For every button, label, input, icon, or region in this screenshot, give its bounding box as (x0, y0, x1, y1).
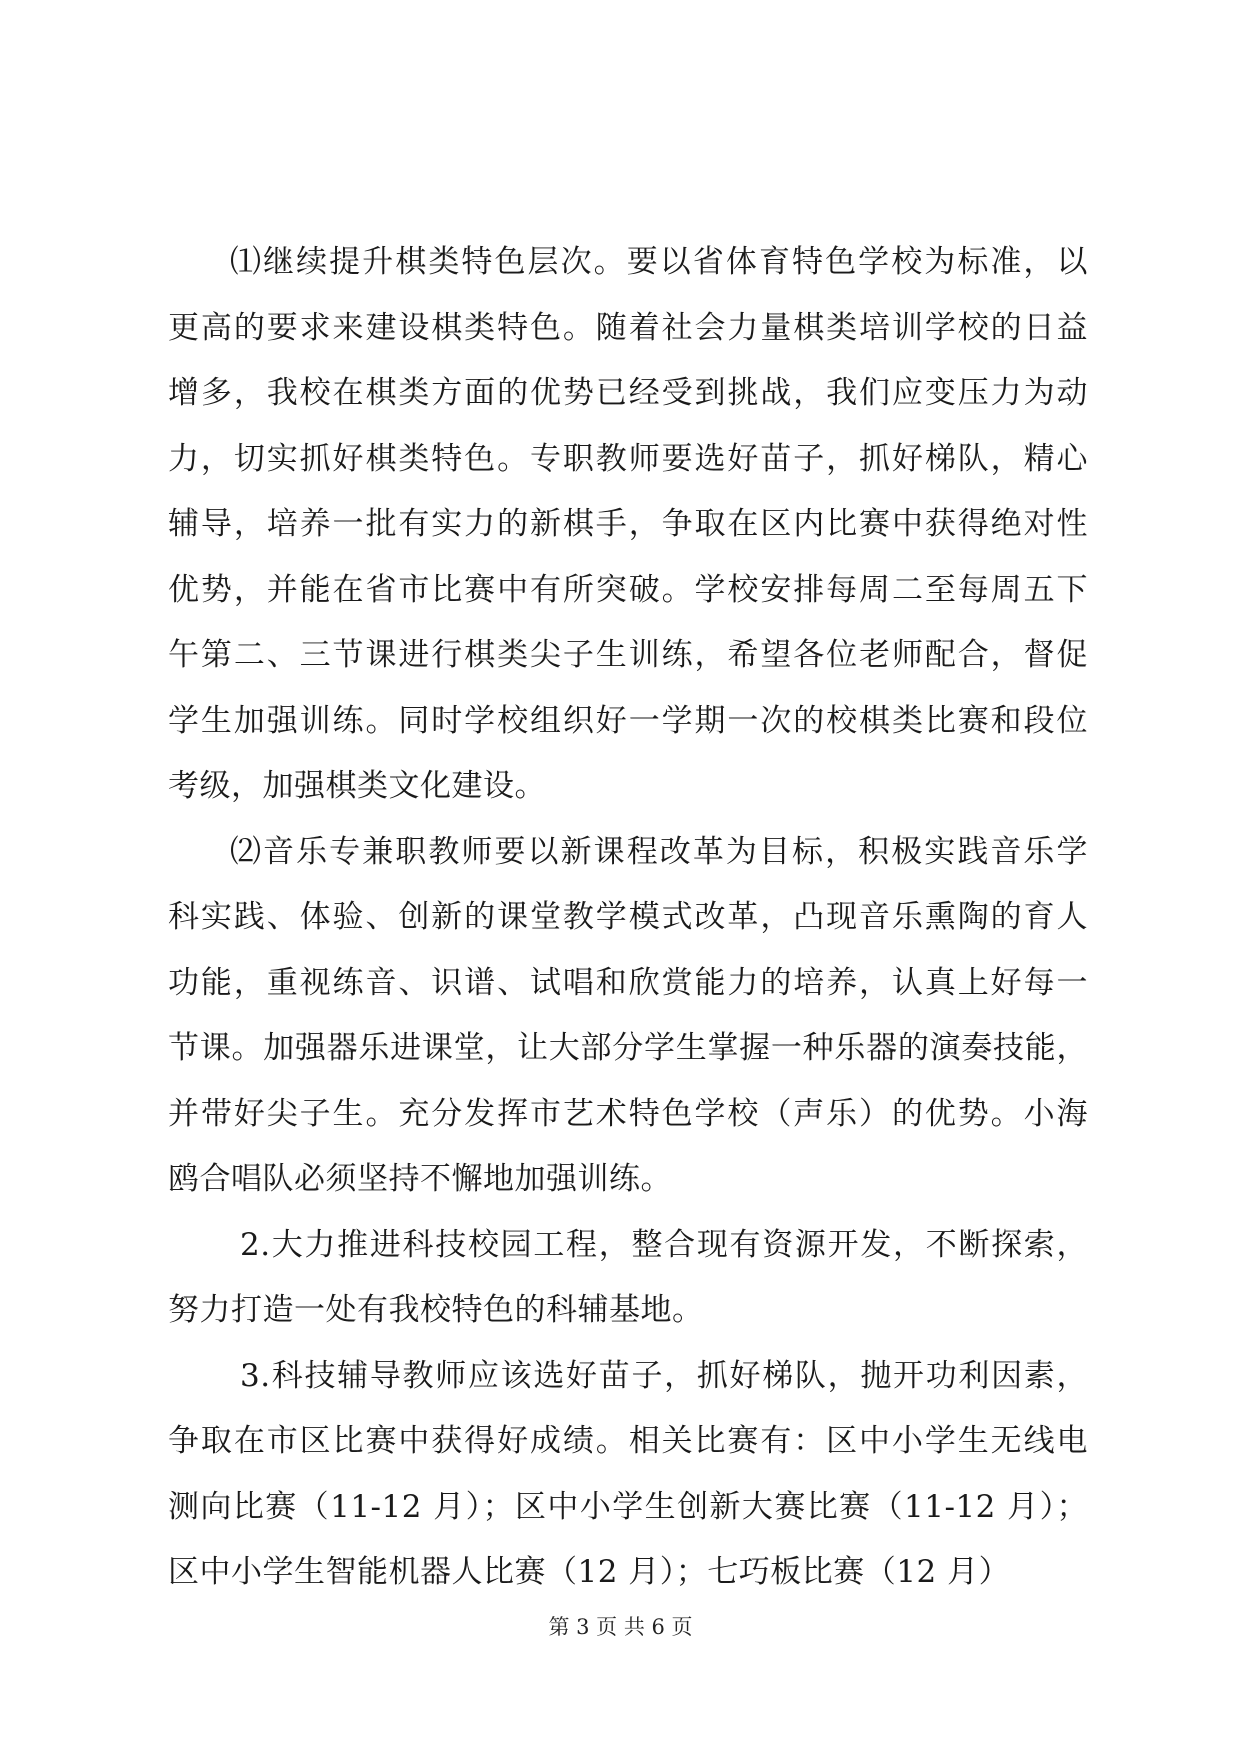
text-line: 辅导，培养一批有实力的新棋手，争取在区内比赛中获得绝对性 (168, 506, 1088, 542)
text-line: 午第二、三节课进行棋类尖子生训练，希望各位老师配合，督促 (168, 637, 1088, 673)
text-line: ⑴继续提升棋类特色层次。要以省体育特色学校为标准，以 (230, 244, 1088, 280)
paragraph-science-campus (168, 1213, 1088, 1344)
text-line: 考级，加强棋类文化建设。 (168, 768, 546, 804)
text-line: 优势，并能在省市比赛中有所突破。学校安排每周二至每周五下 (168, 571, 1088, 608)
text-line: 更高的要求来建设棋类特色。随着社会力量棋类培训学校的日益 (168, 309, 1088, 346)
text-line: 力，切实抓好棋类特色。专职教师要选好苗子，抓好梯队，精心 (168, 440, 1088, 477)
text-line: 功能，重视练音、识谱、试唱和欣赏能力的培养，认真上好每一 (168, 964, 1088, 1001)
text-line: 争取在市区比赛中获得好成绩。相关比赛有：区中小学生无线电 (168, 1423, 1088, 1459)
text-line: 科实践、体验、创新的课堂教学模式改革，凸现音乐熏陶的育人 (168, 899, 1088, 935)
paragraph-chess-program (168, 230, 1088, 820)
text-line: 并带好尖子生。充分发挥市艺术特色学校（声乐）的优势。小海 (168, 1095, 1088, 1132)
text-line: 学生加强训练。同时学校组织好一学期一次的校棋类比赛和段位 (168, 702, 1088, 739)
page-number-footer: 第 3 页 共 6 页 (548, 1615, 693, 1639)
text-line: 2.大力推进科技校园工程，整合现有资源开发，不断探索， (240, 1226, 1088, 1263)
paragraph-music-program (168, 820, 1088, 1213)
text-line: 鸥合唱队必须坚持不懈地加强训练。 (168, 1161, 672, 1197)
text-line: 增多，我校在棋类方面的优势已经受到挑战，我们应变压力为动 (168, 375, 1088, 411)
text-line: 测向比赛（11-12 月）；区中小学生创新大赛比赛（11-12 月）； (168, 1488, 1088, 1525)
text-line: ⑵音乐专兼职教师要以新课程改革为目标，积极实践音乐学 (230, 833, 1088, 870)
paragraph-science-competitions (168, 1344, 1088, 1606)
document-body (168, 230, 1088, 1606)
text-line: 区中小学生智能机器人比赛（12 月）；七巧板比赛（12 月） (168, 1554, 1011, 1590)
text-line: 努力打造一处有我校特色的科辅基地。 (168, 1292, 704, 1328)
text-line: 3.科技辅导教师应该选好苗子，抓好梯队，抛开功利因素， (240, 1357, 1088, 1394)
text-line: 节课。加强器乐进课堂，让大部分学生掌握一种乐器的演奏技能， (168, 1030, 1088, 1066)
